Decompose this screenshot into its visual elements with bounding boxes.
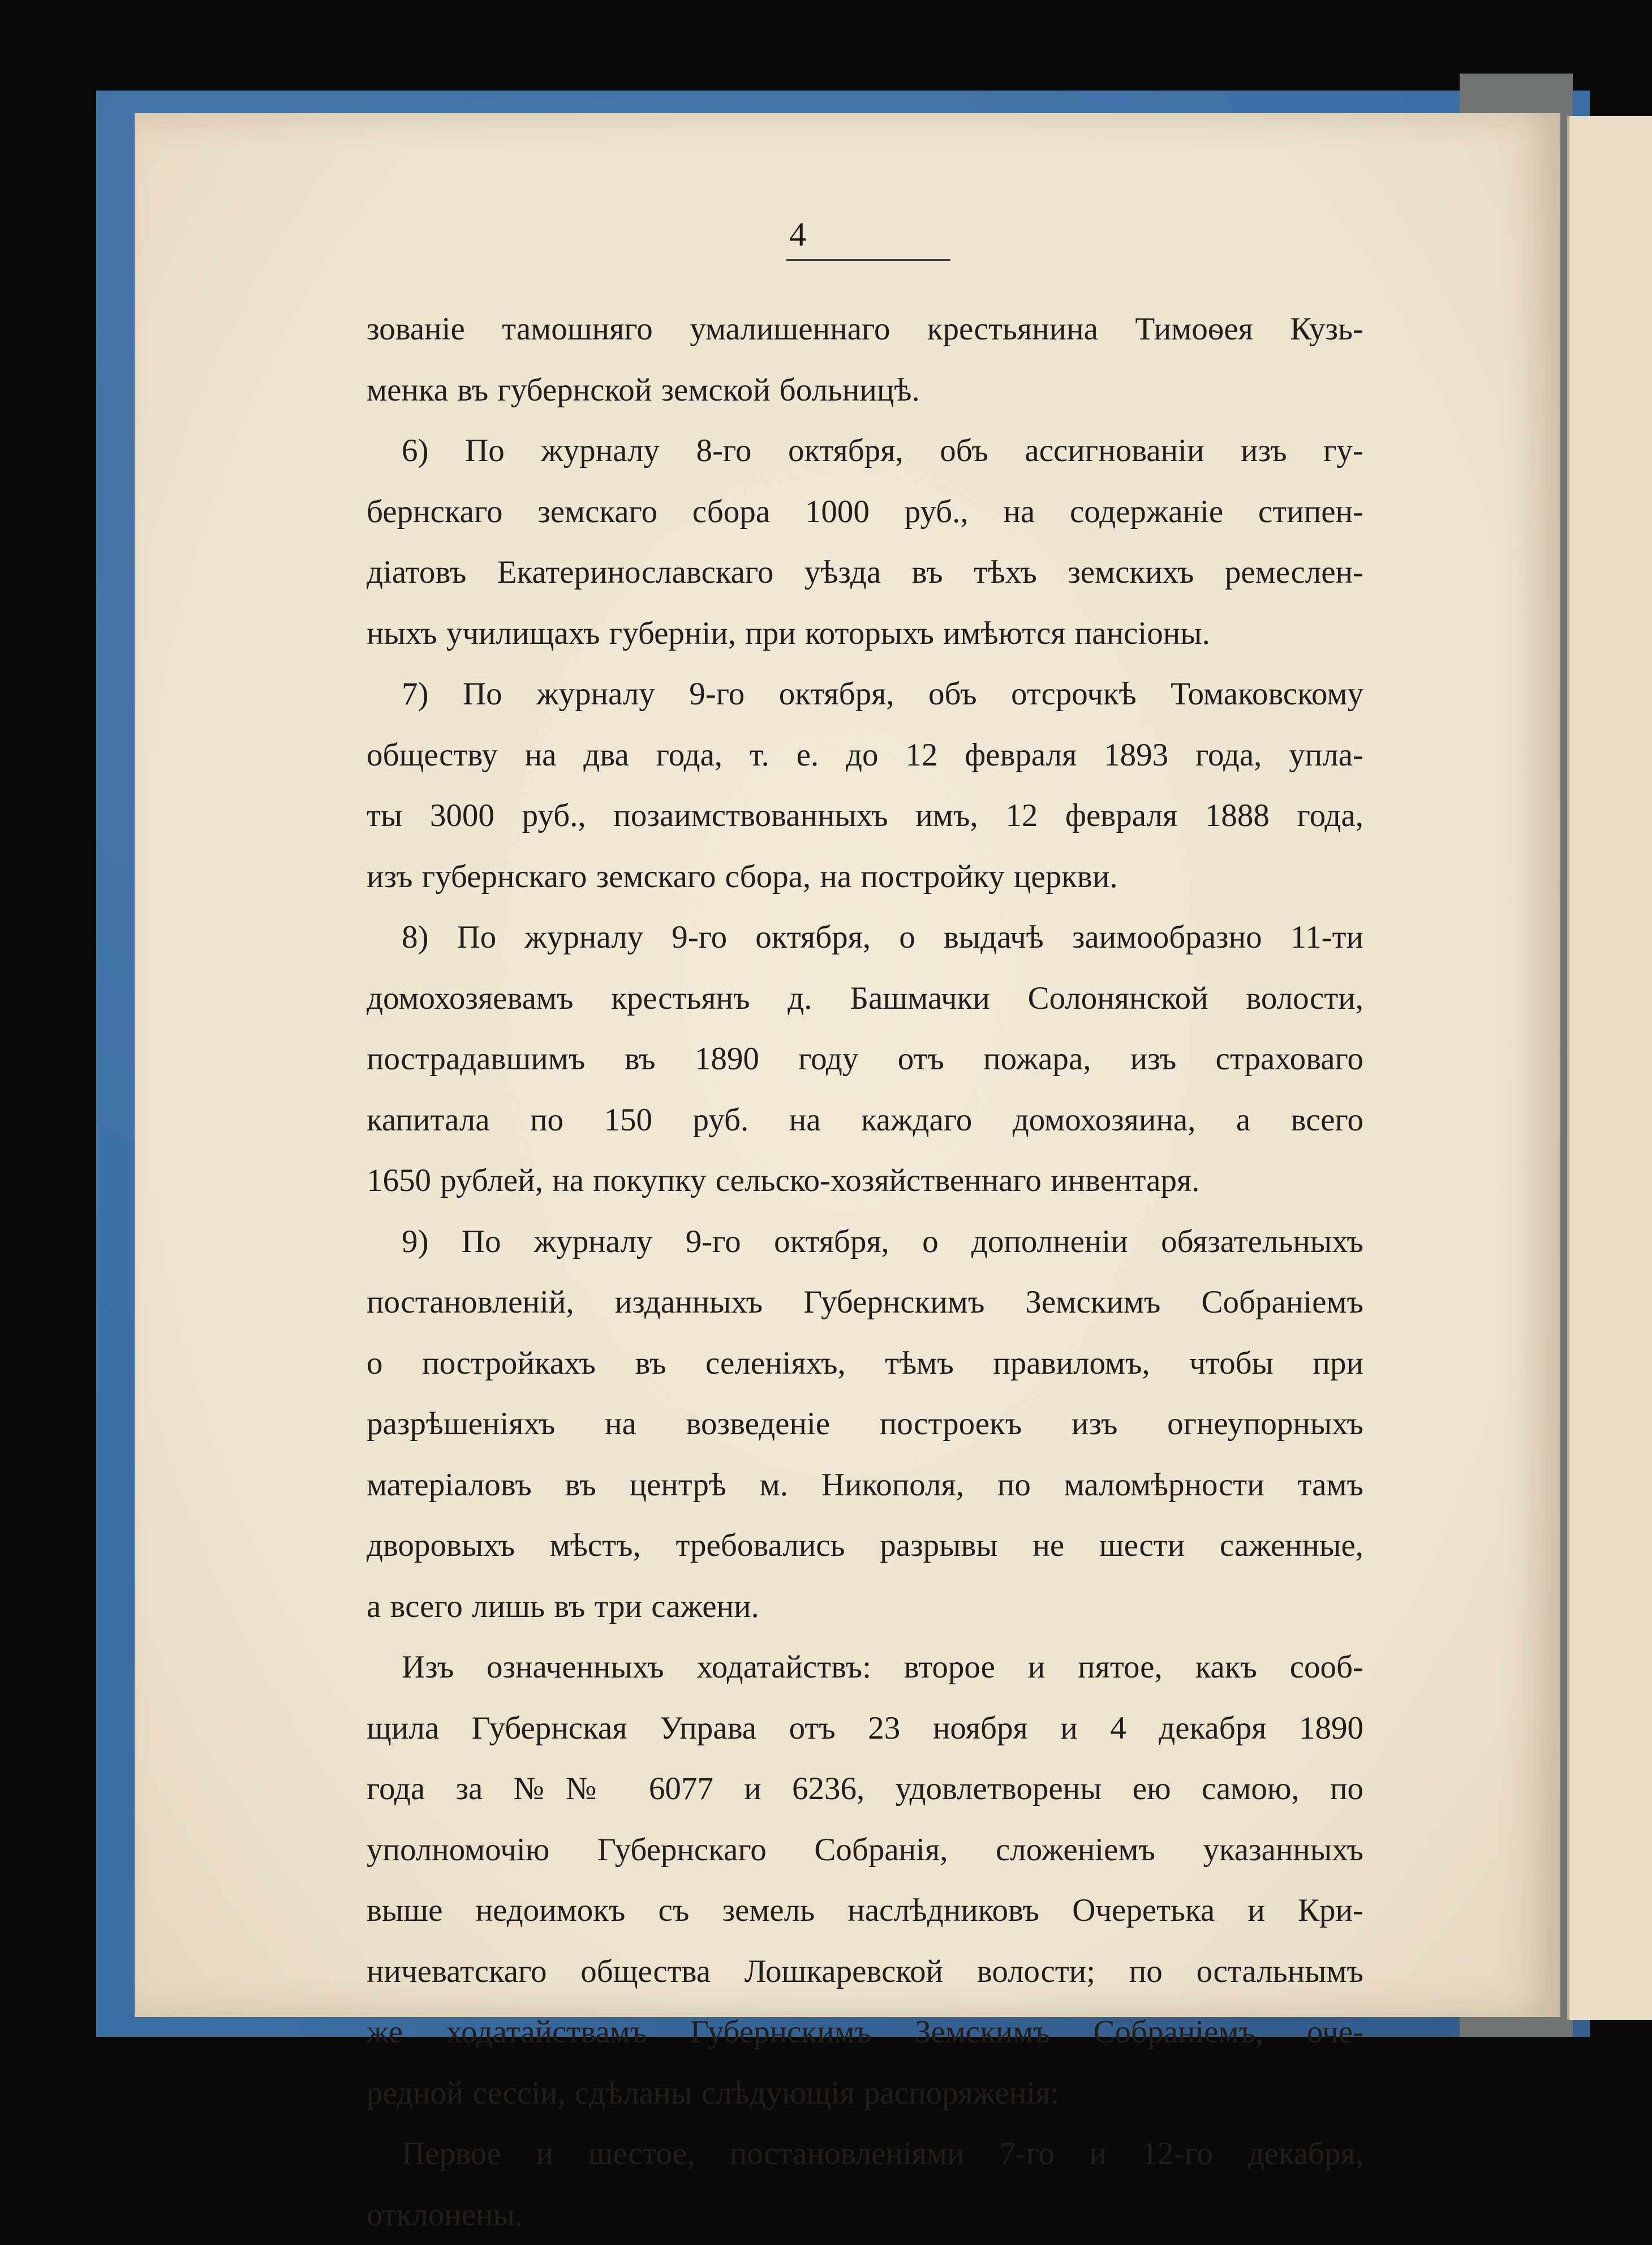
text-line: отклонены. [367, 2184, 1363, 2245]
text-line: обществу на два года, т. е. до 12 февраля 1893 года, упла- [367, 725, 1363, 786]
text-line: пострадавшимъ въ 1890 году отъ пожара, изъ страховаго [367, 1029, 1363, 1090]
text-line: матеріаловъ въ центрѣ м. Никополя, по маломѣрности тамъ [367, 1455, 1363, 1516]
page-number: 4 [735, 215, 860, 254]
text-line: ныхъ училищахъ губерніи, при которыхъ имѣются пансіоны. [367, 603, 1363, 664]
text-line: а всего лишь въ три сажени. [367, 1576, 1363, 1637]
facing-page-edge [1567, 116, 1652, 2020]
text-line: 7) По журналу 9-го октября, объ отсрочкѣ Томаковскому [367, 664, 1363, 725]
page-number-rule [786, 259, 950, 261]
text-line: изъ губернскаго земскаго сбора, на постройку церкви. [367, 846, 1363, 908]
text-line: домохозяевамъ крестьянъ д. Башмачки Солонянской волости, [367, 968, 1363, 1029]
text-line: 9) По журналу 9-го октября, о дополненіи обязательныхъ [367, 1211, 1363, 1272]
text-line: капитала по 150 руб. на каждаго домохозяина, а всего [367, 1090, 1363, 1151]
text-line: бернскаго земскаго сбора 1000 руб., на содержаніе стипен- [367, 481, 1363, 543]
text-line: о постройкахъ въ селеніяхъ, тѣмъ правиломъ, чтобы при [367, 1333, 1363, 1394]
text-line: діатовъ Екатеринославскаго уѣзда въ тѣхъ земскихъ ремеслен- [367, 542, 1363, 603]
page-body-text [367, 299, 1363, 2245]
text-line: разрѣшеніяхъ на возведеніе построекъ изъ огнеупорныхъ [367, 1394, 1363, 1455]
text-line: 6) По журналу 8-го октября, объ ассигнованіи изъ гу- [367, 420, 1363, 481]
text-line: менка въ губернской земской больницѣ. [367, 360, 1363, 421]
text-line: дворовыхъ мѣстъ, требовались разрывы не шести саженные, [367, 1515, 1363, 1576]
text-line: постановленій, изданныхъ Губернскимъ Земскимъ Собраніемъ [367, 1272, 1363, 1333]
text-line: ничеватскаго общества Лошкаревской волости; по остальнымъ [367, 1941, 1363, 2002]
text-line: редной сессіи, сдѣланы слѣдующія распоряженія: [367, 2063, 1363, 2124]
text-line: 1650 рублей, на покупку сельско-хозяйственнаго инвентаря. [367, 1150, 1363, 1211]
text-line: Первое и шестое, постановленіями 7-го и 12-го декабря, [367, 2123, 1363, 2184]
text-line: зованіе тамошняго умалишеннаго крестьянина Тимоѳея Кузь- [367, 299, 1363, 360]
text-line: выше недоимокъ съ земель наслѣдниковъ Очеретька и Кри- [367, 1880, 1363, 1941]
text-line: щила Губернская Управа отъ 23 ноября и 4 декабря 1890 [367, 1698, 1363, 1759]
text-line: 8) По журналу 9-го октября, о выдачѣ заимообразно 11-ти [367, 907, 1363, 968]
text-line: года за №№ 6077 и 6236, удовлетворены ею самою, по [367, 1758, 1363, 1820]
text-line: Изъ означенныхъ ходатайствъ: второе и пятое, какъ сооб- [367, 1637, 1363, 1698]
text-line: же ходатайствамъ Губернскимъ Земскимъ Собраніемъ, оче- [367, 2002, 1363, 2063]
text-line: уполномочію Губернскаго Собранія, сложеніемъ указанныхъ [367, 1820, 1363, 1881]
text-line: ты 3000 руб., позаимствованныхъ имъ, 12 февраля 1888 года, [367, 785, 1363, 846]
